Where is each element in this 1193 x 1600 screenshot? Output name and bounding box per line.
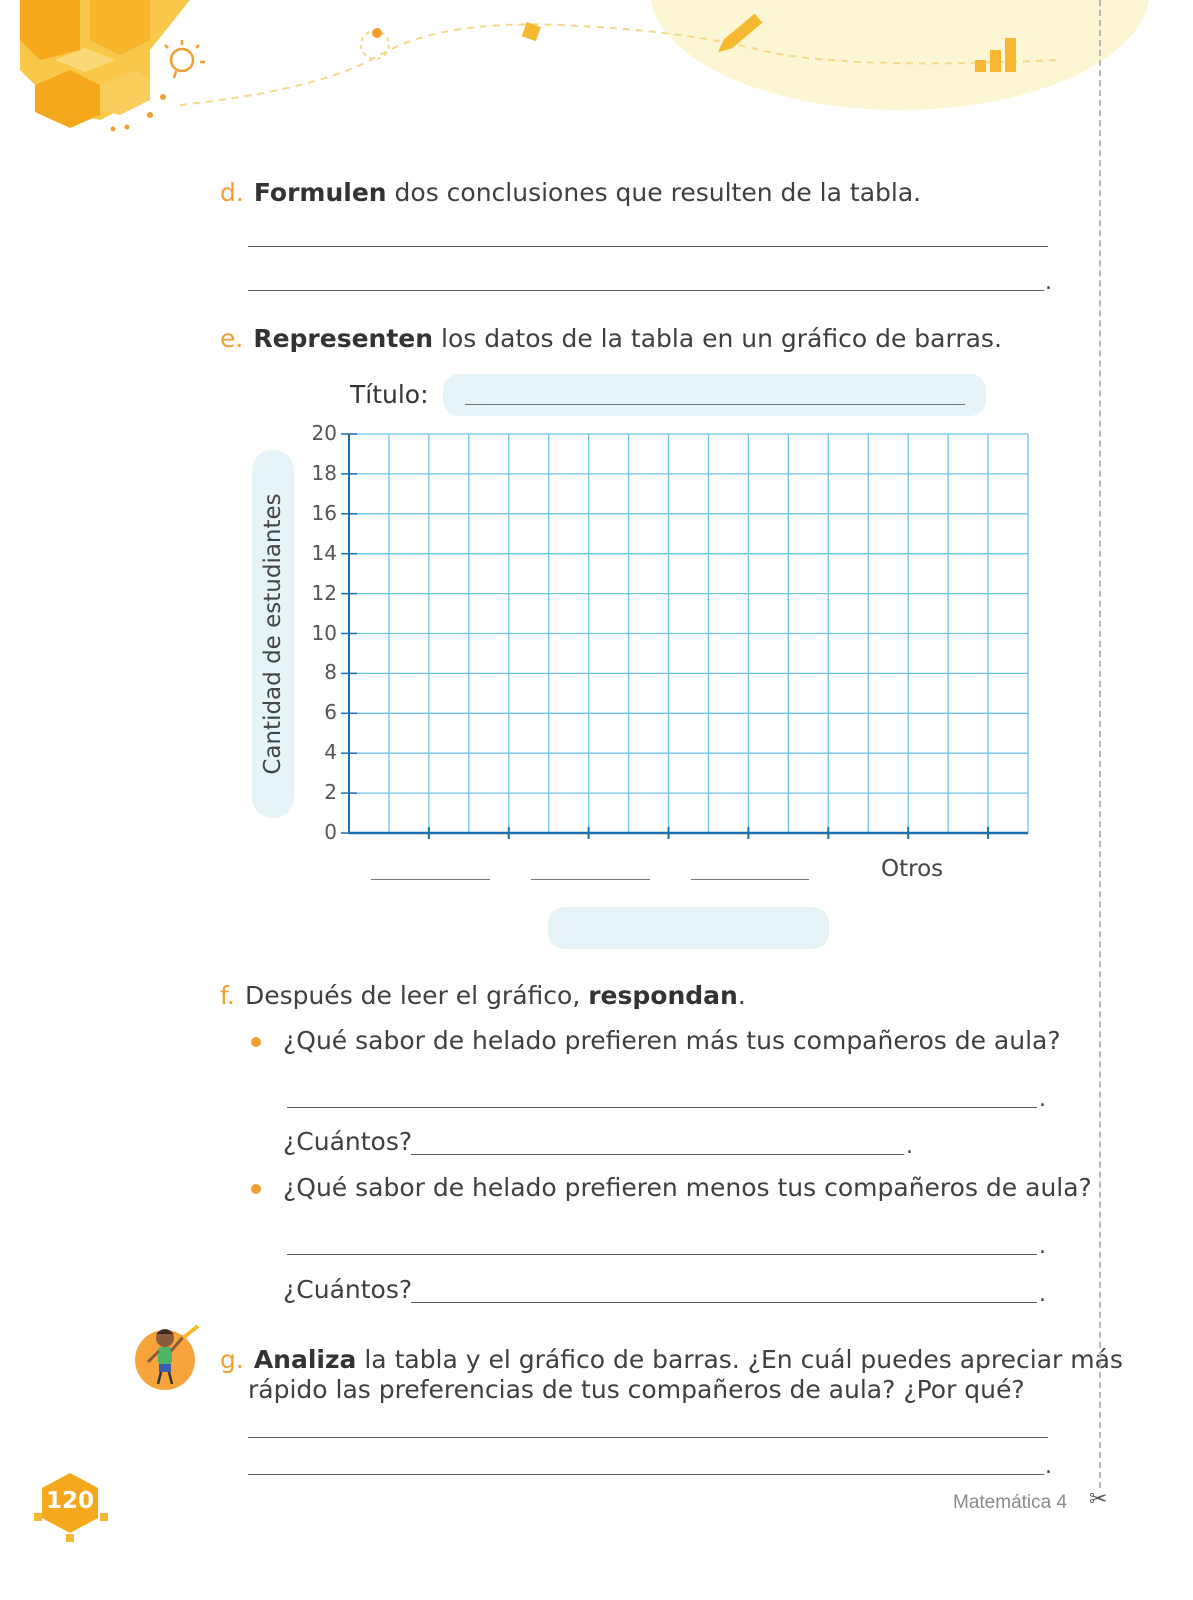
y-tick-label: 18 [311, 460, 337, 485]
cuantos-label-1: ¿Cuántos? [283, 1127, 413, 1156]
item-f-verb: respondan [588, 981, 738, 1010]
x-axis-label-field[interactable] [548, 907, 829, 949]
chart-title-label: Título: [350, 380, 429, 409]
scissors-icon: ✂ [1089, 1487, 1108, 1512]
y-tick-label: 12 [311, 580, 337, 605]
y-tick-label: 4 [324, 740, 337, 765]
item-g-text-line2: rápido las preferencias de tus compañeros de aula? ¿Por qué? [248, 1375, 1025, 1404]
item-e-verb: Representen [253, 324, 434, 353]
item-g-text: la tabla y el gráfico de barras. ¿En cuál puedes apreciar más [356, 1345, 1123, 1374]
period: . [1045, 1454, 1052, 1479]
category-line-3[interactable] [691, 879, 809, 880]
item-e-letter: e. [220, 324, 244, 353]
period: . [1039, 1087, 1046, 1112]
answer-line-cuantos-2[interactable] [411, 1302, 1037, 1303]
bullet-1 [251, 1037, 261, 1047]
y-tick-label: 6 [324, 700, 337, 725]
question-1: ¿Qué sabor de helado prefieren más tus compañeros de aula? [283, 1026, 1061, 1055]
category-line-2[interactable] [531, 879, 650, 880]
student-character-icon [132, 1322, 208, 1398]
answer-line-q2[interactable] [287, 1254, 1037, 1255]
book-title: Matemática 4 [953, 1492, 1068, 1513]
category-line-1[interactable] [371, 879, 490, 880]
item-g-letter: g. [220, 1345, 244, 1374]
cut-line [1099, 0, 1101, 1488]
bullet-2 [251, 1184, 261, 1194]
item-d-text: dos conclusiones que resulten de la tabla. [386, 178, 922, 207]
item-e-text: los datos de la tabla en un gráfico de barras. [433, 324, 1002, 353]
cuantos-label-2: ¿Cuántos? [283, 1275, 413, 1304]
category-label-otros: Otros [881, 856, 944, 882]
y-tick-label: 8 [324, 660, 337, 685]
y-tick-label: 2 [324, 780, 337, 805]
period: . [1045, 270, 1052, 295]
item-f [220, 979, 746, 1012]
answer-line-g2[interactable] [248, 1474, 1044, 1475]
period: . [906, 1134, 913, 1159]
period: . [1039, 1234, 1046, 1259]
y-tick-label: 10 [311, 620, 337, 645]
item-d-letter: d. [220, 178, 244, 207]
y-tick-label: 0 [324, 820, 337, 844]
y-axis-label: Cantidad de estudiantes [260, 493, 286, 775]
y-tick-label: 20 [311, 421, 337, 445]
answer-line-q1[interactable] [287, 1107, 1037, 1108]
item-f-letter: f. [220, 981, 235, 1010]
item-f-text: Después de leer el gráfico, [244, 981, 589, 1010]
y-tick-label: 16 [311, 500, 337, 525]
item-g [220, 1343, 1123, 1376]
question-2: ¿Qué sabor de helado prefieren menos tus compañeros de aula? [283, 1173, 1092, 1202]
item-d-verb: Formulen [253, 178, 387, 207]
answer-line-cuantos-1[interactable] [411, 1154, 904, 1155]
period: . [1039, 1282, 1046, 1307]
answer-line-g1[interactable] [248, 1437, 1048, 1438]
y-tick-label: 14 [311, 540, 337, 565]
item-g-verb: Analiza [253, 1345, 357, 1374]
page-number: 120 [45, 1488, 94, 1514]
item-f-period: . [737, 981, 746, 1010]
